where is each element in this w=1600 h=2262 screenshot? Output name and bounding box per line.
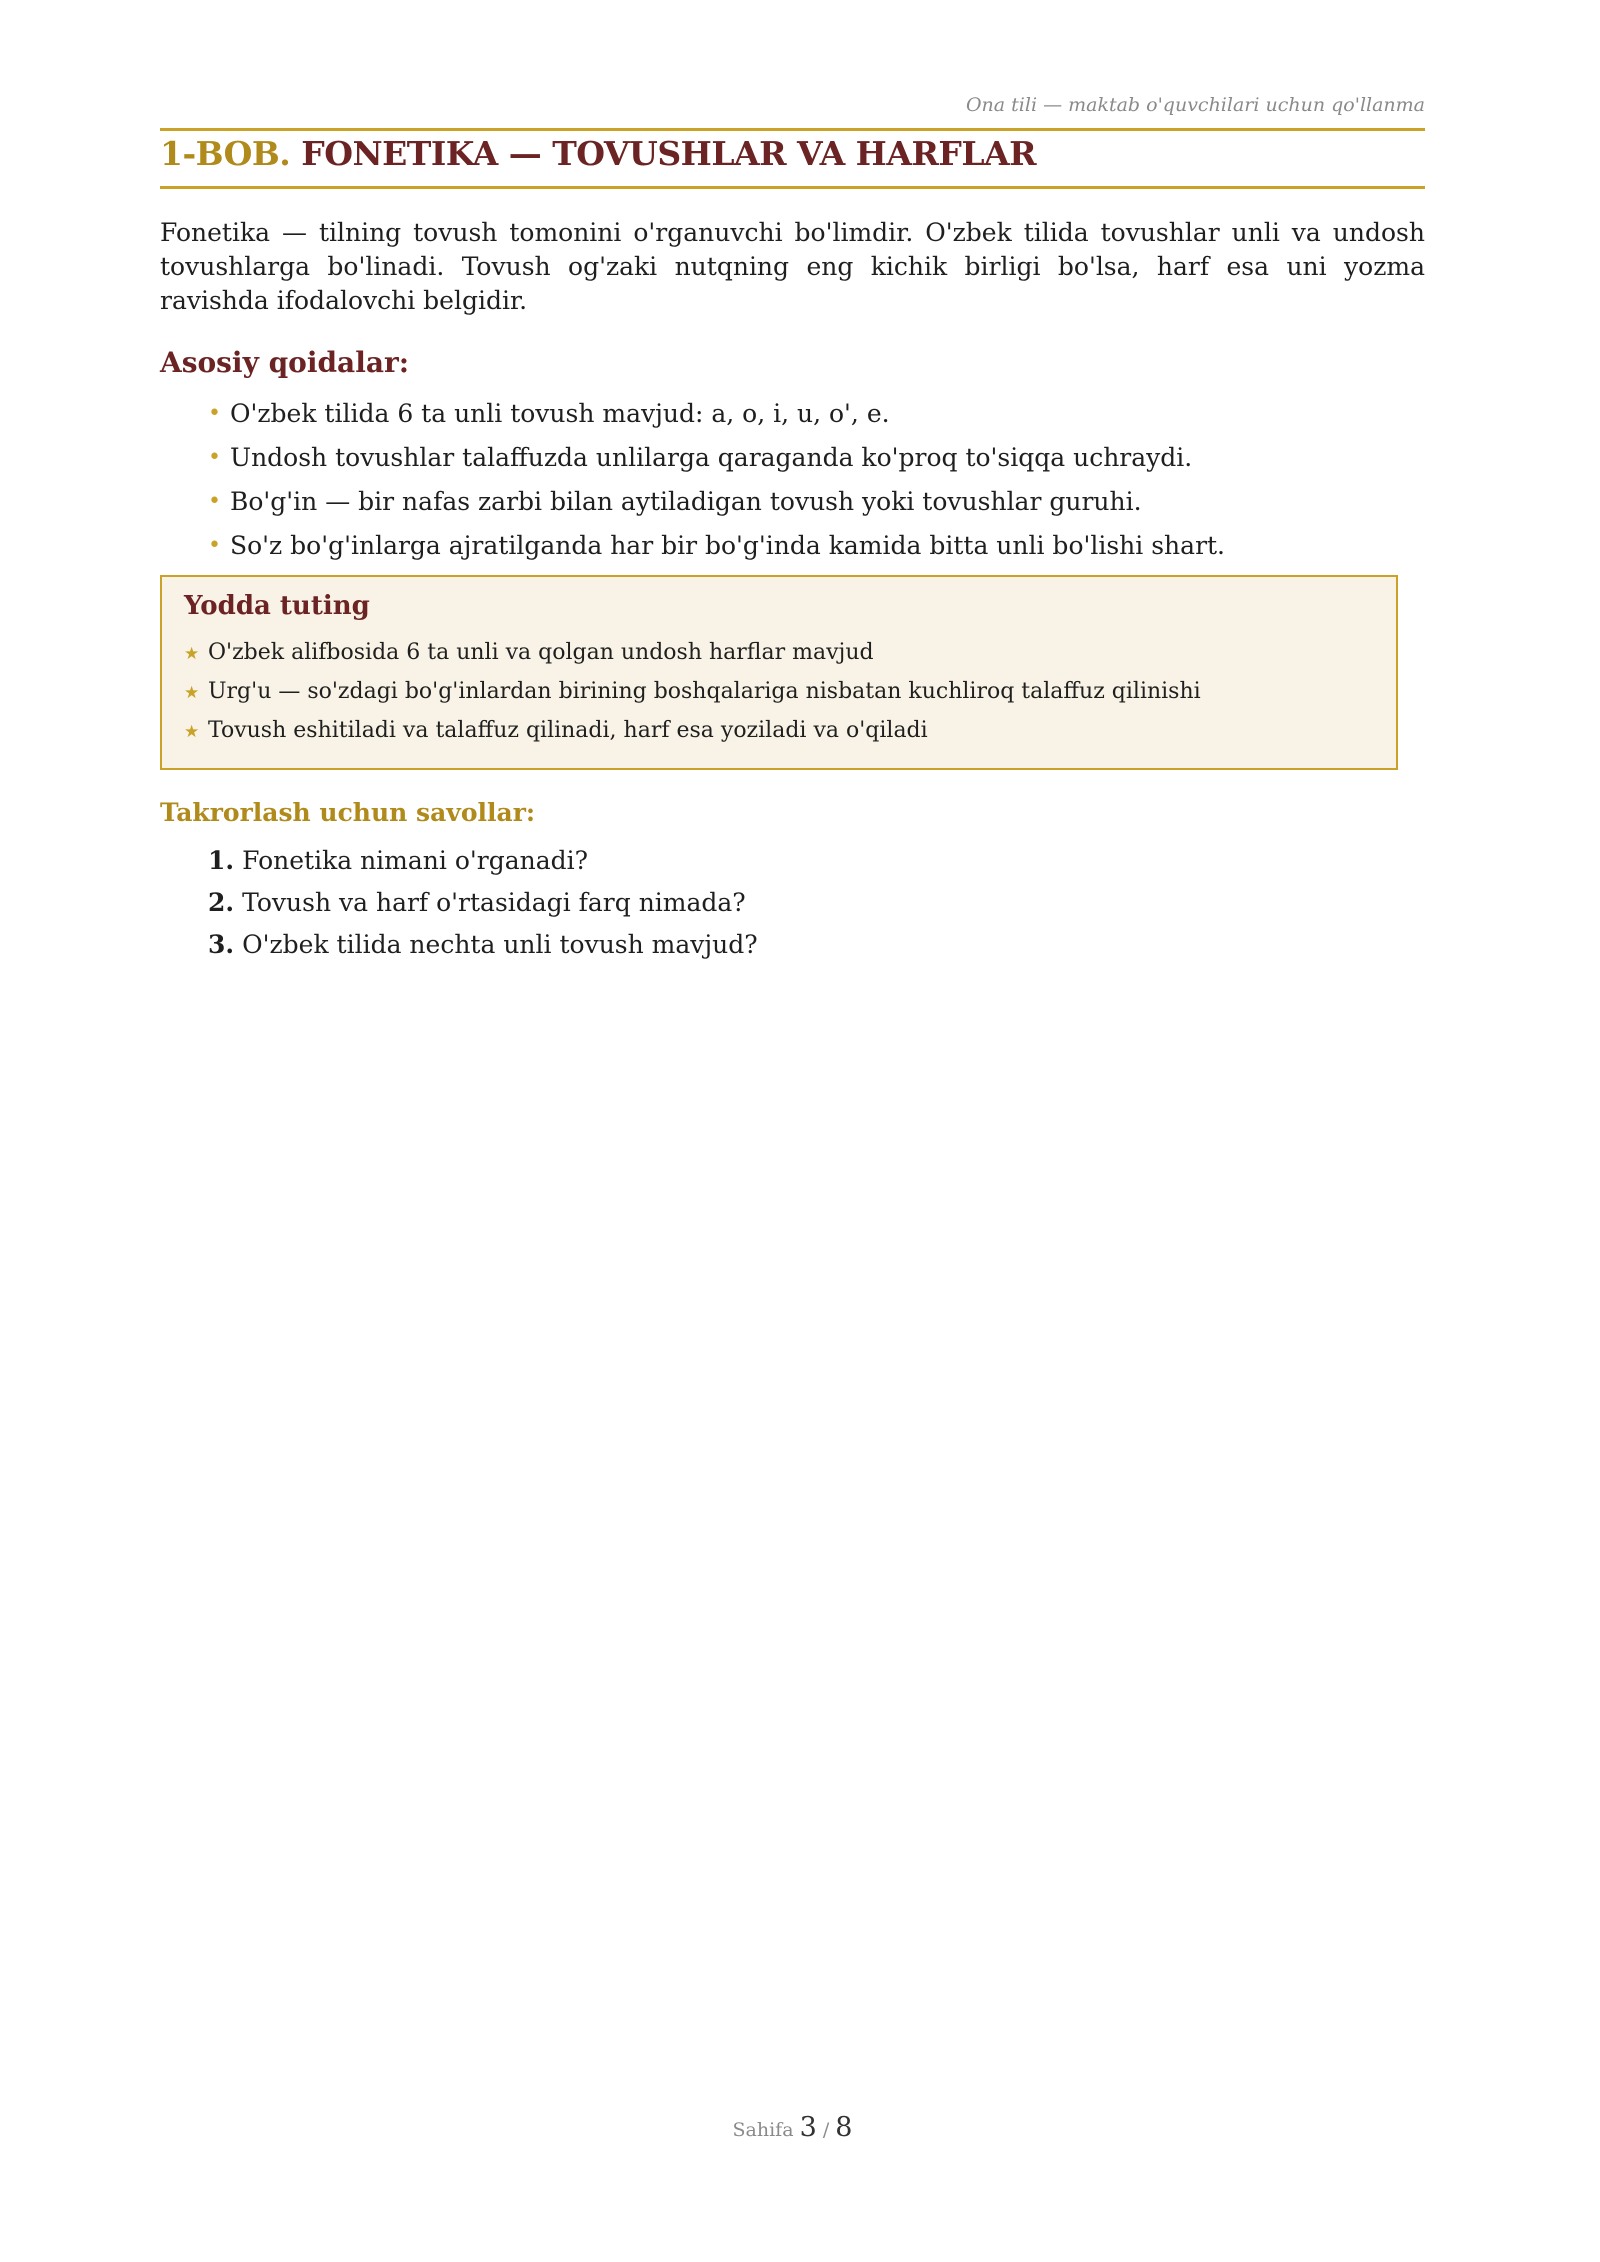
header-rule-bottom [160, 186, 1425, 189]
note-title: Yodda tuting [184, 591, 370, 621]
questions-heading: Takrorlash uchun savollar: [160, 798, 536, 827]
list-item [184, 637, 1201, 676]
page-label: Sahifa [732, 2119, 794, 2141]
rule-text: O'zbek tilida 6 ta unli tovush mavjud: a, o, i, u, o', e. [230, 399, 890, 428]
question-text: Fonetika nimani o'rganadi? [242, 846, 589, 875]
dot-bullet-icon: • [208, 401, 221, 426]
question-text: Tovush va harf o'rtasidagi farq nimada? [242, 888, 746, 917]
page-total: 8 [835, 2112, 853, 2143]
list-item [208, 843, 758, 885]
note-list [184, 637, 1201, 754]
note-box [160, 575, 1398, 770]
list-item [208, 885, 758, 927]
dot-bullet-icon: • [208, 445, 221, 470]
rule-text: Bo'g'in — bir nafas zarbi bilan aytiladigan tovush yoki tovushlar guruhi. [230, 487, 1142, 516]
question-number: 2. [208, 888, 235, 917]
rules-list [208, 396, 1225, 572]
intro-paragraph: Fonetika — tilning tovush tomonini o'rganuvchi bo'limdir. O'zbek tilida tovushlar unli va undosh tovushlarga bo'linadi. Tovush og'zaki nutqning eng kichik birligi bo'lsa, harf esa uni yozma ravishda ifodalovchi belgidir. [160, 218, 1425, 315]
list-item [208, 528, 1225, 572]
list-item [208, 396, 1225, 440]
rule-text: So'z bo'g'inlarga ajratilganda har bir bo'g'inda kamida bitta unli bo'lishi shart. [230, 531, 1226, 560]
question-text: O'zbek tilida nechta unli tovush mavjud? [242, 930, 758, 959]
rules-heading: Asosiy qoidalar: [160, 346, 410, 379]
star-icon: ★ [184, 722, 200, 742]
page-separator: / [822, 2119, 830, 2141]
question-number: 1. [208, 846, 235, 875]
document-page [160, 0, 1425, 2262]
note-text: Tovush eshitiladi va talaffuz qilinadi, harf esa yoziladi va o'qiladi [208, 718, 928, 743]
note-text: O'zbek alifbosida 6 ta unli va qolgan undosh harflar mavjud [208, 640, 874, 665]
note-text: Urg'u — so'zdagi bo'g'inlardan birining boshqalariga nisbatan kuchliroq talaffuz qilinishi [208, 679, 1201, 704]
chapter-heading: FONETIKA — TOVUSHLAR VA HARFLAR [301, 134, 1037, 173]
header-rule-top [160, 128, 1425, 131]
question-number: 3. [208, 930, 235, 959]
dot-bullet-icon: • [208, 533, 221, 558]
list-item [208, 927, 758, 969]
chapter-number: 1-BOB. [160, 134, 291, 173]
star-icon: ★ [184, 683, 200, 703]
star-icon: ★ [184, 644, 200, 664]
running-head: Ona tili — maktab o'quvchilari uchun qo'llanma [965, 94, 1425, 116]
page-current: 3 [799, 2112, 817, 2143]
page-footer [160, 2112, 1425, 2143]
questions-list [208, 843, 758, 969]
list-item [184, 676, 1201, 715]
list-item [208, 484, 1225, 528]
chapter-title [160, 134, 1036, 173]
list-item [208, 440, 1225, 484]
rule-text: Undosh tovushlar talaffuzda unlilarga qaraganda ko'proq to'siqqa uchraydi. [230, 443, 1193, 472]
list-item [184, 715, 1201, 754]
dot-bullet-icon: • [208, 489, 221, 514]
